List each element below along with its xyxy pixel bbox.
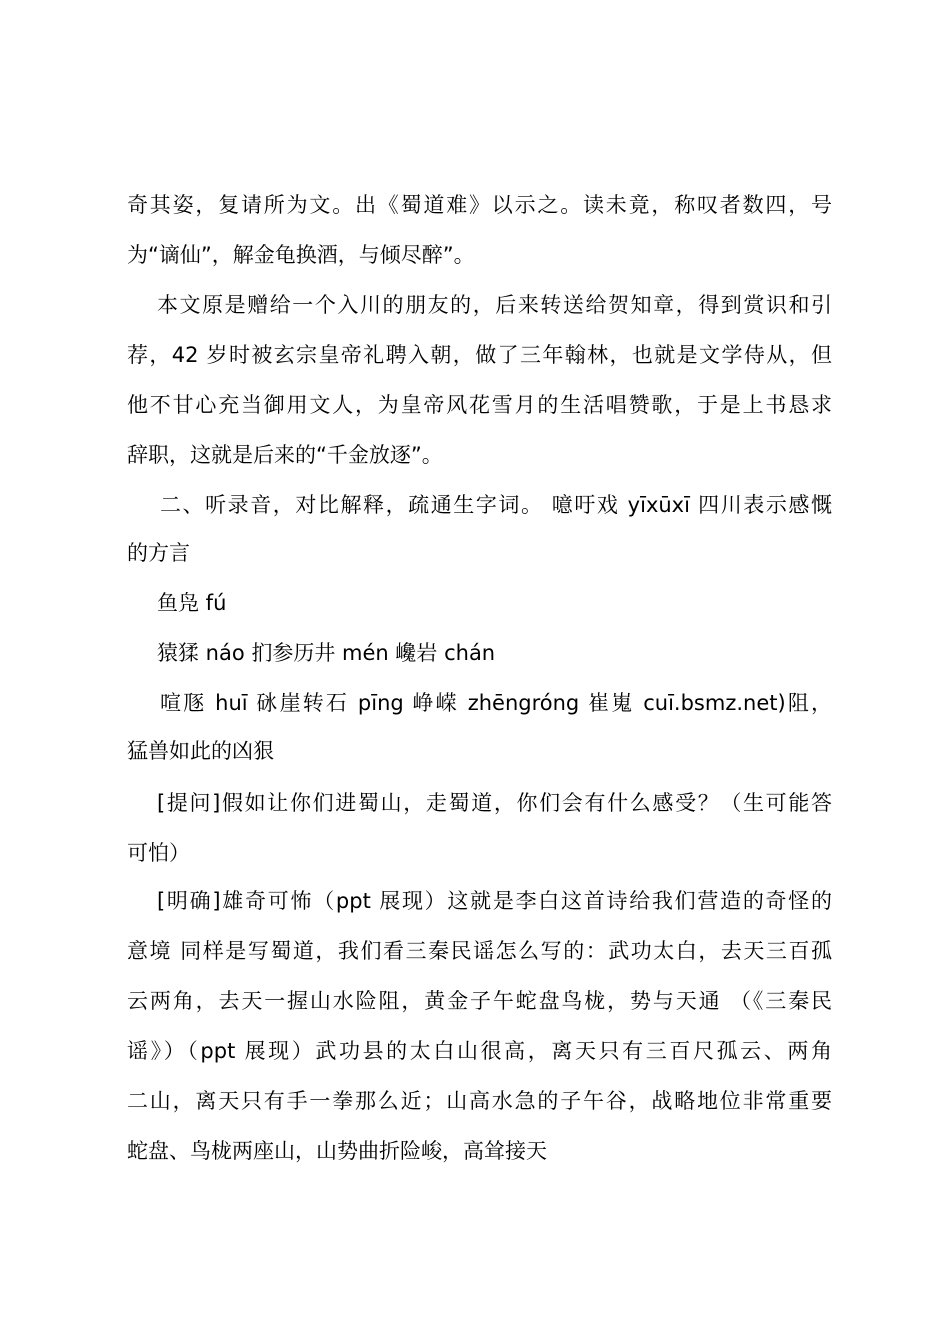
paragraph-line: 猛兽如此的凶狠: [127, 739, 274, 763]
paragraph-line: 荐，42 岁时被玄宗皇帝礼聘入朝，做了三年翰林，也就是文学侍从，但: [127, 343, 832, 367]
paragraph-line: 本文原是赠给一个入川的朋友的，后来转送给贺知章，得到赏识和引: [157, 293, 832, 317]
paragraph-line: 奇其姿，复请所为文。出《蜀道难》以示之。读未竟，称叹者数四，号: [127, 193, 832, 217]
paragraph-line: 的方言: [127, 541, 190, 565]
paragraph-line: 为“谪仙”，解金龟换酒，与倾尽醉”。: [127, 243, 475, 267]
paragraph-line: 可怕）: [127, 841, 190, 865]
paragraph-line: 谣》）（ppt 展现）武功县的太白山很高，离天只有三百尺孤云、两角: [127, 1039, 832, 1063]
paragraph-line: 云两角，去天一握山水险阻，黄金子午蛇盘鸟栊，势与天通 （《三秦民: [127, 989, 832, 1013]
paragraph-line: 意境 同样是写蜀道，我们看三秦民谣怎么写的：武功太白，去天三百孤: [127, 939, 832, 963]
paragraph-line: 喧豗 huī 砯崖转石 pīng 峥嵘 zhēngróng 崔嵬 cuī.bsmz.net)阻，: [160, 691, 832, 715]
paragraph-line: 鱼凫 fú: [157, 591, 227, 615]
paragraph-line: [提问]假如让你们进蜀山，走蜀道，你们会有什么感受？（生可能答: [157, 791, 832, 815]
paragraph-line: 他不甘心充当御用文人，为皇帝风花雪月的生活唱赞歌，于是上书恳求: [127, 393, 832, 417]
paragraph-line: 辞职，这就是后来的“千金放逐”。: [127, 443, 443, 467]
paragraph-line: 二山，离天只有手一拳那么近；山高水急的子午谷，战略地位非常重要: [127, 1089, 832, 1113]
paragraph-line: 蛇盘、鸟栊两座山，山势曲折险峻，高耸接天: [127, 1139, 547, 1163]
paragraph-line: 二、听录音，对比解释，疏通生字词。 噫吁戏 yīxūxī 四川表示感慨: [160, 493, 832, 517]
paragraph-line: [明确]雄奇可怖（ppt 展现）这就是李白这首诗给我们营造的奇怪的: [157, 889, 832, 913]
paragraph-line: 猿猱 náo 扪参历井 mén 巉岩 chán: [157, 641, 496, 665]
